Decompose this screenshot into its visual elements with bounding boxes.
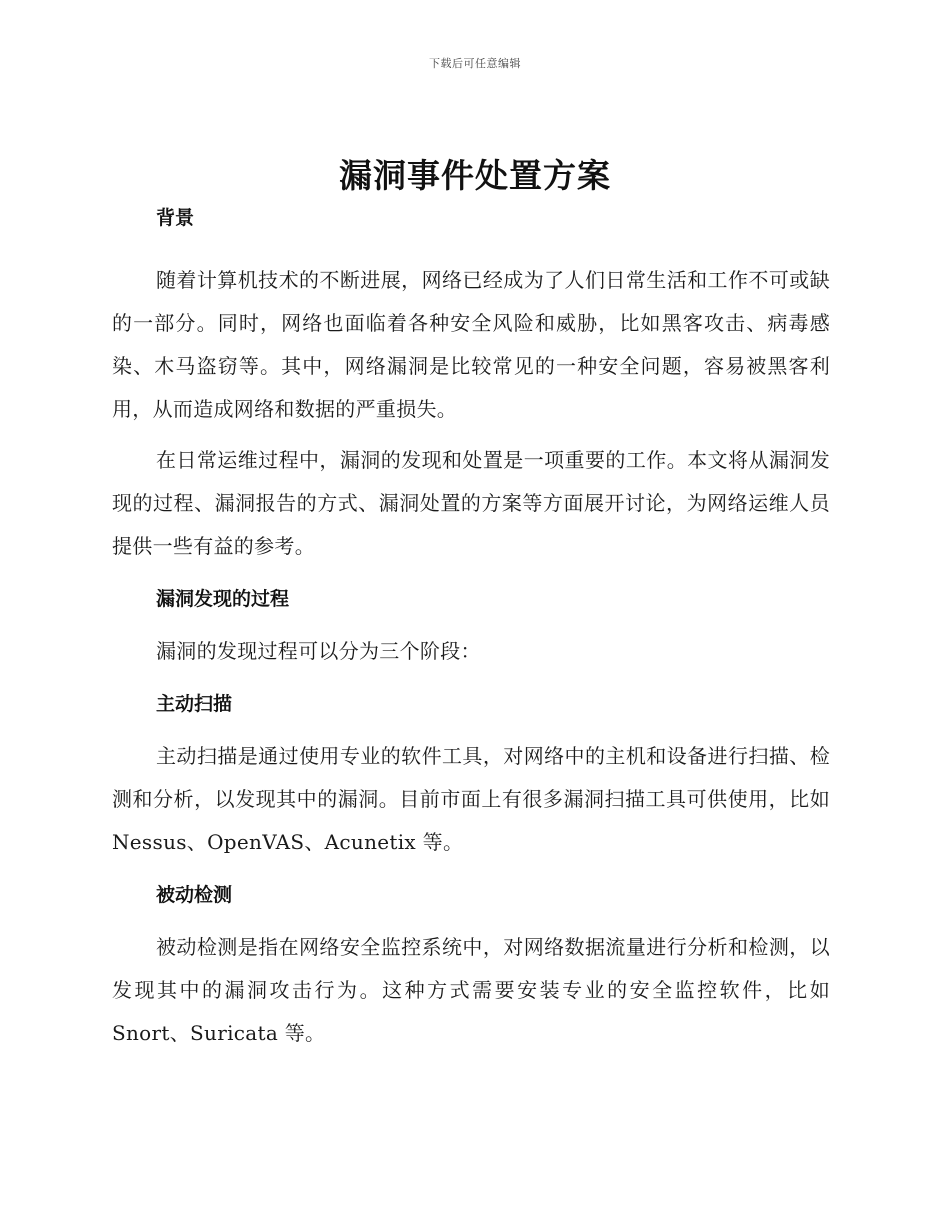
header-note: 下载后可任意编辑 [429,57,521,70]
document-body [112,205,830,1063]
section-heading-active-scan: 主动扫描 [156,693,233,715]
section-discovery-process [112,586,830,673]
section-heading-discovery-process: 漏洞发现的过程 [156,588,290,610]
paragraph: 被动检测是指在网络安全监控系统中，对网络数据流量进行分析和检测，以发现其中的漏洞攻击行为。这种方式需要安装专业的安全监控软件，比如 Snort、Suricata 等。 [112,935,830,1045]
paragraph: 主动扫描是通过使用专业的软件工具，对网络中的主机和设备进行扫描、检测和分析，以发现其中的漏洞。目前市面上有很多漏洞扫描工具可供使用，比如 Nessus、OpenVAS、Acunetix 等。 [112,744,830,854]
paragraph: 漏洞的发现过程可以分为三个阶段： [156,639,481,663]
section-heading-passive-detection: 被动检测 [156,884,233,906]
paragraph: 在日常运维过程中，漏洞的发现和处置是一项重要的工作。本文将从漏洞发现的过程、漏洞报告的方式、漏洞处置的方案等方面展开讨论，为网络运维人员提供一些有益的参考。 [112,448,830,558]
document-title: 漏洞事件处置方案 [339,156,611,195]
section-heading-background: 背景 [156,207,195,229]
paragraph: 随着计算机技术的不断进展，网络已经成为了人们日常生活和工作不可或缺的一部分。同时，网络也面临着各种安全风险和威胁，比如黑客攻击、病毒感染、木马盗窃等。其中，网络漏洞是比较常见的一种安全问题，容易被黑客利用，从而造成网络和数据的严重损失。 [112,268,830,421]
section-background [112,205,830,568]
section-passive-detection [112,882,830,1055]
section-active-scan [112,691,830,864]
